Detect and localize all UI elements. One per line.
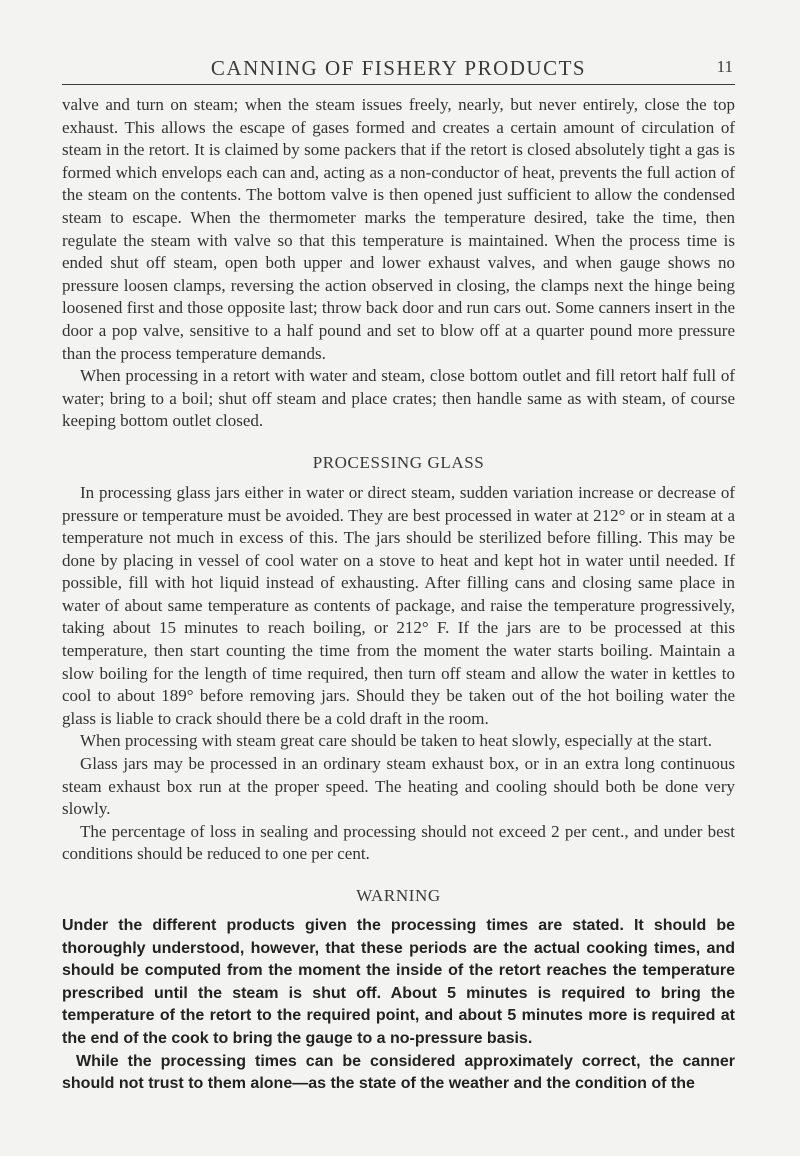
paragraph-retort-water: When processing in a retort with water and steam, close bottom outlet and fill retort half full of water; bring to a boil; shut off steam and place crates; then handle same as with steam, of course keeping bottom outlet closed. bbox=[62, 366, 735, 431]
section-title-warning: WARNING bbox=[356, 886, 441, 905]
body-text bbox=[62, 94, 735, 1096]
paragraph-glass-jars: In processing glass jars either in water or direct steam, sudden variation increase or decrease of pressure or temperature must be avoided. They are best processed in water at 212° or in steam at a temperature not much in excess of this. The jars should be sterilized before filling. This may be done by placing in vessel of cool water on a stove to heat and kept hot in water until needed. If possible, fill with hot liquid instead of exhausting. After filling cans and closing same place in water of about same temperature as contents of package, and raise the temperature progressively, taking about 15 minutes to reach boiling, or 212° F. If the jars are to be processed at this temperature, then start counting the time from the moment the water starts boiling. Maintain a slow boiling for the length of time required, then turn off steam and allow the water in kettles to cool to about 189° before removing jars. Should they be taken out of the hot boiling water the glass is liable to crack should there be a cold draft in the room. bbox=[62, 482, 735, 728]
section-title-processing-glass: PROCESSING GLASS bbox=[312, 452, 485, 472]
running-head: CANNING OF FISHERY PRODUCTS bbox=[210, 56, 587, 80]
paragraph-steam-care: When processing with steam great care should be taken to heat slowly, especially at the start. bbox=[80, 731, 712, 751]
page-number: 11 bbox=[716, 57, 733, 76]
paragraph-warning-times: Under the different products given the processing times are stated. It should be thoroughly understood, however, that these periods are the actual cooking times, and should be computed from the moment the inside of the retort reaches the temperature prescribed until the steam is shut off. About 5 minutes is required to bring the temperature of the retort to the required point, and about 5 minutes more is required at the end of the cook to bring the gauge to a no-pressure basis. bbox=[62, 917, 735, 1047]
page-header bbox=[62, 56, 735, 85]
paragraph-exhaust-box: Glass jars may be processed in an ordinary steam exhaust box, or in an extra long continuous steam exhaust box run at the proper speed. The heating and cooling should both be done very slowly. bbox=[62, 754, 735, 819]
paragraph-loss-percentage: The percentage of loss in sealing and processing should not exceed 2 per cent., and under best conditions should be reduced to one per cent. bbox=[62, 821, 735, 864]
paragraph-warning-trust: While the processing times can be considered approximately correct, the canner should not trust to them alone—as the state of the weather and the condition of the bbox=[62, 1052, 735, 1093]
paragraph-retort-steam: valve and turn on steam; when the steam issues freely, nearly, but never entirely, close the top exhaust. This allows the escape of gases formed and creates a certain amount of circulation of steam in the retort. It is claimed by some packers that if the retort is closed absolutely tight a gas is formed which envelops each can and, acting as a non-conductor of heat, prevents the full action of the steam on the contents. The bottom valve is then opened just sufficient to allow the condensed steam to escape. When the thermometer marks the temperature desired, take the time, then regulate the steam with valve so that this temperature is maintained. When the process time is ended shut off steam, open both upper and lower exhaust valves, and when gauge shows no pressure loosen clamps, reversing the action observed in closing, the clamps next the hinge being loosened first and those opposite last; throw back door and run cars out. Some canners insert in the door a pop valve, sensitive to a half pound and set to blow off at a quarter pound more pressure than the process temperature demands. bbox=[62, 95, 735, 363]
